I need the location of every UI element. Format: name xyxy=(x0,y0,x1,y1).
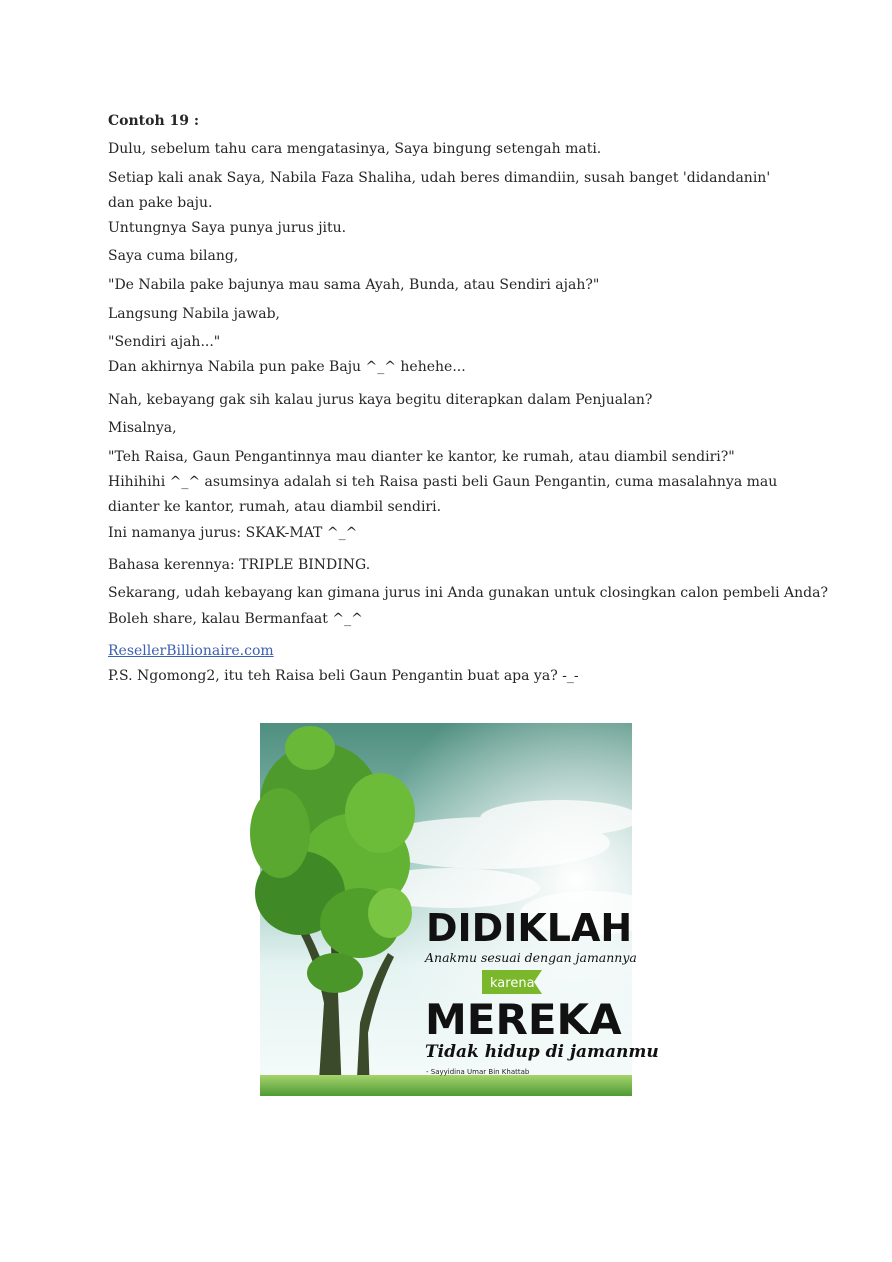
poster-svg xyxy=(260,723,659,1096)
paragraph: P.S. Ngomong2, itu teh Raisa beli Gaun Pengantin buat apa ya? -_- xyxy=(108,668,579,684)
paragraph: "Sendiri ajah..." xyxy=(108,334,221,350)
quote-poster-image xyxy=(260,723,659,1096)
poster-subtitle-2: Tidak hidup di jamanmu xyxy=(425,1042,659,1062)
karena-badge-text: karena xyxy=(490,976,535,991)
paragraph: Nah, kebayang gak sih kalau jurus kaya begitu diterapkan dalam Penjualan? xyxy=(108,392,653,408)
paragraph: Ini namanya jurus: SKAK-MAT ^_^ xyxy=(108,525,358,541)
poster-subtitle-1: Anakmu sesuai dengan jamannya xyxy=(425,950,637,965)
paragraph: Sekarang, udah kebayang kan gimana jurus ini Anda gunakan untuk closingkan calon pembeli Anda? xyxy=(108,585,828,601)
reseller-link[interactable]: ResellerBillionaire.com xyxy=(108,643,274,659)
paragraph: "De Nabila pake bajunya mau sama Ayah, Bunda, atau Sendiri ajah?" xyxy=(108,277,600,293)
paragraph: Misalnya, xyxy=(108,420,177,436)
paragraph: Boleh share, kalau Bermanfaat ^_^ xyxy=(108,611,363,627)
paragraph: Setiap kali anak Saya, Nabila Faza Shaliha, udah beres dimandiin, susah banget 'didandanin' dan pake baju. xyxy=(108,170,771,211)
paragraph: Saya cuma bilang, xyxy=(108,248,239,264)
paragraph: Hihihihi ^_^ asumsinya adalah si teh Raisa pasti beli Gaun Pengantin, cuma masalahnya mau dianter ke kantor, rumah, atau diambil sendiri. xyxy=(108,474,778,515)
paragraph: Dan akhirnya Nabila pun pake Baju ^_^ hehehe... xyxy=(108,359,466,375)
grass-strip xyxy=(260,1075,632,1096)
poster-title-1: DIDIKLAH xyxy=(426,906,633,950)
paragraph: "Teh Raisa, Gaun Pengantinnya mau dianter ke kantor, ke rumah, atau diambil sendiri?" xyxy=(108,449,735,465)
paragraph: Langsung Nabila jawab, xyxy=(108,306,280,322)
paragraph: Bahasa kerennya: TRIPLE BINDING. xyxy=(108,557,371,573)
poster-attribution: - Sayyidina Umar Bin Khattab xyxy=(426,1068,530,1076)
link-line xyxy=(108,641,788,661)
paragraph: Dulu, sebelum tahu cara mengatasinya, Saya bingung setengah mati. xyxy=(108,141,602,157)
paragraph: Untungnya Saya punya jurus jitu. xyxy=(108,220,347,236)
poster-title-2: MEREKA xyxy=(425,995,622,1044)
heading: Contoh 19 : xyxy=(108,113,200,129)
